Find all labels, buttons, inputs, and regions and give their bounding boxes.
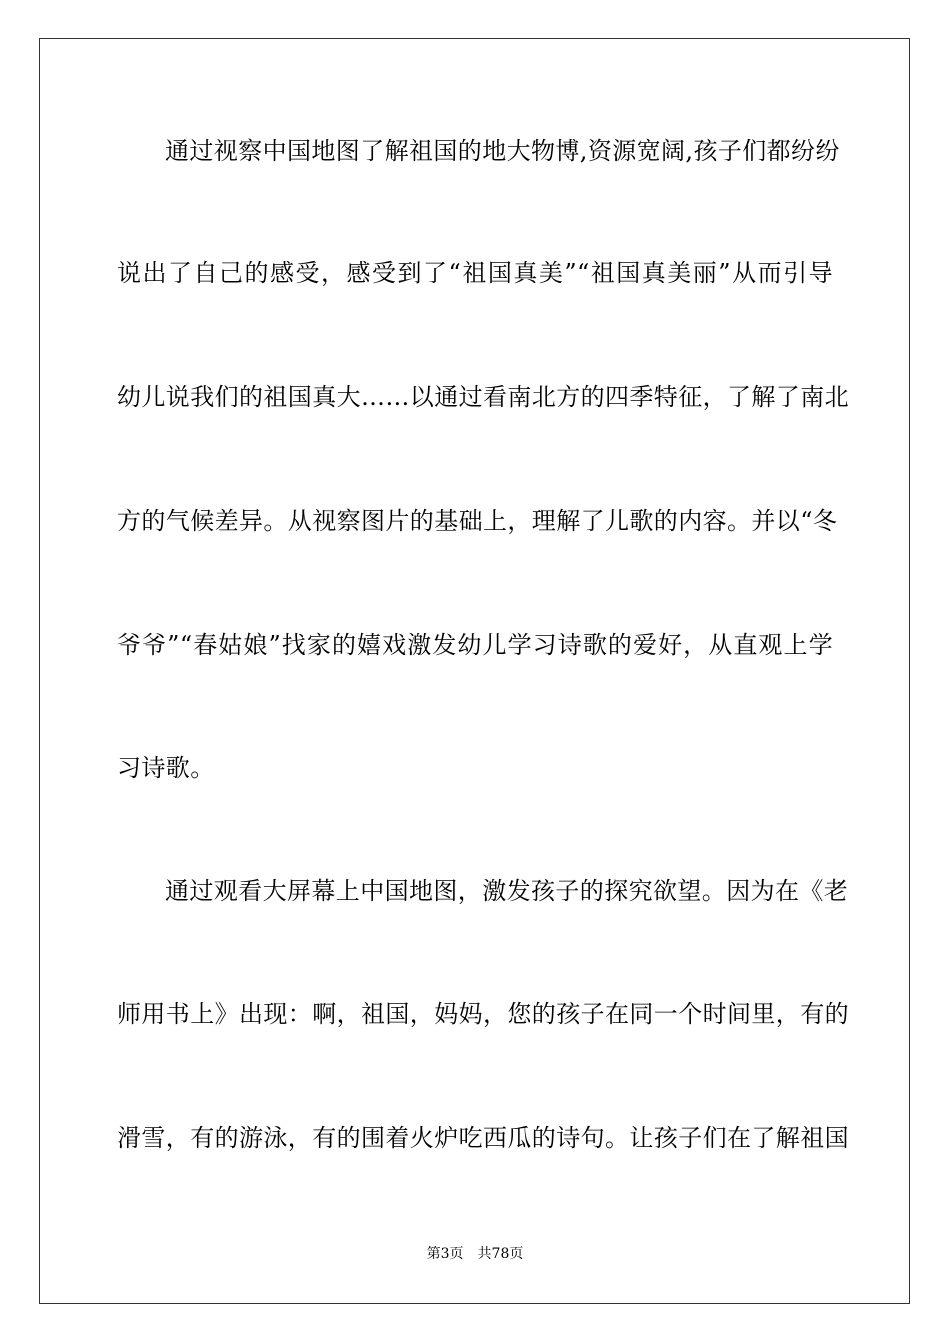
text-line: 通过观看大屏幕上中国地图，激发孩子的探究欲望。因为在《老 <box>165 877 849 905</box>
text-line: 师用书上》出现：啊，祖国，妈妈，您的孩子在同一个时间里，有的 <box>117 1000 849 1028</box>
page-border <box>39 38 910 1304</box>
text-line: 方的气候差异。从视察图片的基础上，理解了儿歌的内容。并以“冬 <box>117 507 838 535</box>
text-line: 通过视察中国地图了解祖国的地大物博,资源宽阔,孩子们都纷纷 <box>165 137 840 165</box>
total-pages: 共78页 <box>477 1246 524 1262</box>
page-number: 第3页 <box>426 1246 464 1262</box>
text-line: 爷爷”“春姑娘”找家的嬉戏激发幼儿学习诗歌的爱好，从直观上学 <box>117 631 833 659</box>
text-line: 说出了自己的感受，感受到了“祖国真美”“祖国真美丽”从而引导 <box>117 259 833 287</box>
page-footer <box>0 1245 950 1263</box>
text-line: 幼儿说我们的祖国真大……以通过看南北方的四季特征，了解了南北 <box>117 383 849 411</box>
text-line: 习诗歌。 <box>117 754 215 782</box>
text-line: 滑雪，有的游泳，有的围着火炉吃西瓜的诗句。让孩子们在了解祖国 <box>117 1124 849 1152</box>
